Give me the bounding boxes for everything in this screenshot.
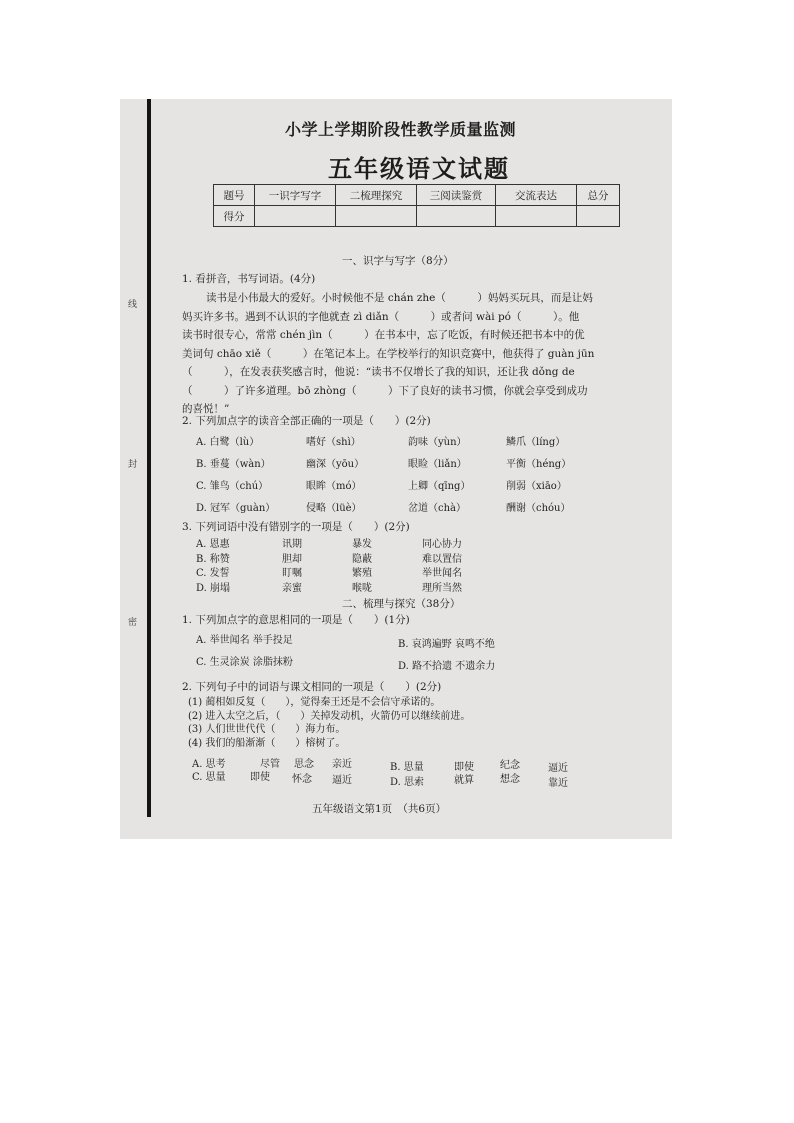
option-cell: C. 思量 xyxy=(192,772,226,783)
option-cell: A. 恩惠 xyxy=(196,539,230,550)
option-cell: 繁殖 xyxy=(352,568,372,579)
option-cell: 靠近 xyxy=(548,778,568,789)
option-cell: D. 冠军（guàn） xyxy=(196,503,276,514)
option-cell: 即使 xyxy=(250,772,270,783)
option-cell: 侵略（lüè） xyxy=(306,503,362,514)
s2-q1-option: C. 生灵涂炭 涂脂抹粉 xyxy=(196,657,293,668)
section1-heading: 一、识字与写字（8分） xyxy=(342,255,454,267)
score-cell: 三阅读鉴赏 xyxy=(417,185,496,206)
option-cell: 削弱（xiāo） xyxy=(506,481,567,492)
passage-line: 妈买许多书。遇到不认识的字他就查 zì diǎn（ ）或者问 wài pó（ ）。他 xyxy=(182,310,580,323)
score-blank-cell[interactable] xyxy=(255,206,336,227)
binding-label-secret: 密 xyxy=(128,618,138,628)
exam-title: 小学上学期阶段性教学质量监测 xyxy=(285,120,517,139)
option-cell: 平衡（héng） xyxy=(506,459,572,470)
option-cell: 喉咙 xyxy=(352,582,372,594)
option-cell: 纪念 xyxy=(500,760,520,771)
option-cell: 鳞爪（líng） xyxy=(506,437,566,448)
passage-line: （ ）了许多道理。bō zhòng（ ）下了良好的读书习惯，你就会享受到成功 xyxy=(182,384,588,397)
score-cell: 交流表达 xyxy=(496,185,577,206)
option-cell: A. 白鹭（lù） xyxy=(196,437,260,448)
option-cell: 韵味（yùn） xyxy=(408,437,467,448)
page-footer: 五年级语文第1页 （共6页） xyxy=(312,803,447,815)
binding-label-seal: 封 xyxy=(128,460,138,470)
option-cell: 亲近 xyxy=(332,759,352,770)
passage-line: 读书时很专心，常常 chén jìn（ ）在书本中，忘了吃饭，有时候还把书本中的优 xyxy=(182,329,585,341)
option-cell: 岔道（chà） xyxy=(408,503,467,514)
option-cell: 亲蜜 xyxy=(282,582,302,594)
s2-q2-title: 2. 下列句子中的词语与课文相同的一项是（ ）(2分) xyxy=(182,681,442,693)
exam-subtitle: 五年级语文试题 xyxy=(328,154,510,183)
option-cell: 酬谢（chóu） xyxy=(506,503,571,514)
option-cell: 难以置信 xyxy=(422,553,462,565)
option-cell: 想念 xyxy=(500,774,520,785)
option-cell: 举世闻名 xyxy=(422,568,462,579)
sentence-line: (2) 进入太空之后，（ ）关掉发动机，火箭仍可以继续前进。 xyxy=(188,710,471,722)
passage-line: 美词句 chāo xiě（ ）在笔记本上。在学校举行的知识竞赛中，他获得了 guàn jūn xyxy=(182,347,595,360)
option-cell: C. 发誓 xyxy=(196,568,230,579)
s2-q2-options xyxy=(192,755,652,791)
option-cell: 嗜好（shì） xyxy=(306,437,361,448)
option-cell: 讯期 xyxy=(282,539,302,550)
sentence-line: (4) 我们的船渐渐（ ）榕树了。 xyxy=(188,737,346,749)
q1-passage xyxy=(182,289,594,419)
sentence-line: (3) 人们世世代代（ ）海力布。 xyxy=(188,724,346,735)
passage-line: 的喜悦！” xyxy=(182,403,230,415)
option-cell: 即使 xyxy=(454,762,474,773)
option-cell: 胆却 xyxy=(282,553,302,565)
score-table-score-row xyxy=(214,206,620,227)
option-cell: B. 思量 xyxy=(390,762,424,773)
option-cell: 理所当然 xyxy=(422,582,462,594)
option-cell: 思念 xyxy=(294,759,314,770)
option-cell: B. 垂蔓（wàn） xyxy=(196,459,271,470)
q2-title: 2. 下列加点字的读音全部正确的一项是（ ）(2分) xyxy=(182,415,431,427)
q3-title: 3. 下列词语中没有错别字的一项是（ ）(2分) xyxy=(182,521,410,533)
score-cell: 得分 xyxy=(214,206,255,227)
option-cell: C. 雏鸟（chú） xyxy=(196,481,269,492)
s2-q2-sentences xyxy=(188,696,470,750)
score-cell: 题号 xyxy=(214,185,255,206)
s2-q1-option: A. 举世闻名 举手投足 xyxy=(196,635,293,646)
q1-title: 1. 看拼音，书写词语。(4分) xyxy=(182,273,316,285)
score-blank-cell[interactable] xyxy=(496,206,577,227)
section2-heading: 二、梳理与探究（38分） xyxy=(342,598,461,610)
option-cell: 同心协力 xyxy=(422,539,462,550)
option-cell: 逼近 xyxy=(332,775,352,786)
passage-line: 读书是小伟最大的爱好。小时候他不是 chán zhe（ ）妈妈买玩具，而是让妈 xyxy=(206,292,593,304)
score-cell: 总分 xyxy=(577,185,620,206)
s2-q1-title: 1. 下列加点字的意思相同的一项是（ ）(1分) xyxy=(182,614,410,626)
binding-line xyxy=(147,99,151,817)
option-cell: 就算 xyxy=(454,775,474,786)
s2-q1-option: D. 路不拾遗 不遗余力 xyxy=(398,661,496,672)
option-cell: B. 称赞 xyxy=(196,553,230,565)
option-cell: A. 思考 xyxy=(192,759,226,770)
option-cell: 暴发 xyxy=(352,539,372,550)
option-cell: 眼睑（liǎn） xyxy=(408,459,467,470)
score-blank-cell[interactable] xyxy=(417,206,496,227)
option-cell: 怀念 xyxy=(292,774,312,785)
option-cell: 上卿（qīng） xyxy=(408,481,471,492)
option-cell: 眼眸（mó） xyxy=(306,481,362,492)
score-blank-cell[interactable] xyxy=(336,206,417,227)
s2-q1-option: B. 哀鸿遍野 哀鸣不绝 xyxy=(398,639,495,650)
passage-line: （ ），在发表获奖感言时，他说：“读书不仅增长了我的知识，还让我 dǒng de xyxy=(182,366,575,378)
option-cell: 逼近 xyxy=(548,763,568,774)
score-cell: 二梳理探究 xyxy=(336,185,417,206)
option-cell: 幽深（yōu） xyxy=(306,459,365,470)
option-cell: 隐蔽 xyxy=(352,553,372,565)
score-table-header-row xyxy=(214,185,620,206)
option-cell: 尽管 xyxy=(260,759,280,770)
exam-photo xyxy=(120,99,672,839)
option-cell: D. 崩塌 xyxy=(196,582,231,594)
score-cell: 一识字写字 xyxy=(255,185,336,206)
sentence-line: (1) 蔺相如反复（ ），觉得秦王还是不会信守承诺的。 xyxy=(188,697,441,708)
binding-label-line: 线 xyxy=(128,300,138,310)
option-cell: 盯嘱 xyxy=(282,568,302,579)
option-cell: D. 思索 xyxy=(390,777,425,788)
score-blank-cell[interactable] xyxy=(577,206,620,227)
score-table xyxy=(213,184,620,227)
